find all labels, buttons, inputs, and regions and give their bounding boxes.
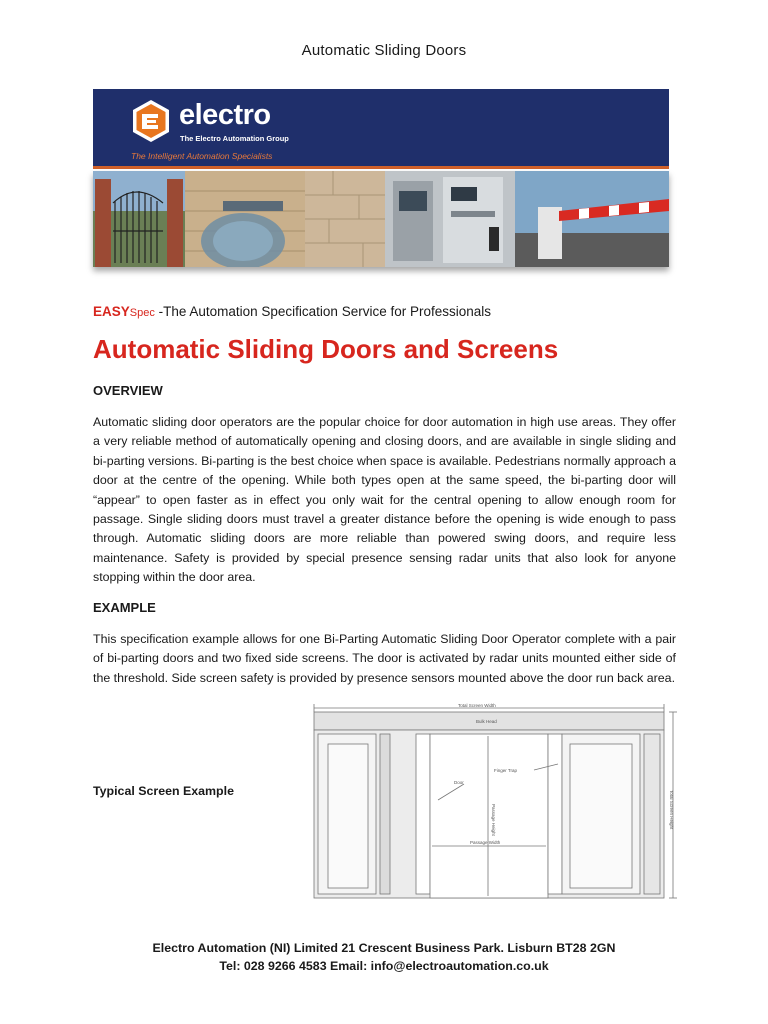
easyspec-spec: Spec <box>129 307 155 319</box>
easyspec-description: -The Automation Specification Service for Professionals <box>154 304 492 319</box>
diagram-total-height-label: Total Screen Height <box>669 790 674 830</box>
document-title: Automatic Sliding Doors and Screens <box>93 334 559 364</box>
example-paragraph: This specification example allows for one Bi-Parting Automatic Sliding Door Operator complete with a pair of bi-parting doors and two fixed side screens. The door is activated by radar units mounted either side of the threshold. Side screen safety is provided by presence sensors mounted above the door run back area. <box>93 632 676 685</box>
example-heading: EXAMPLE <box>93 600 156 615</box>
diagram-door-label: Door <box>454 780 464 785</box>
product-photos-image <box>93 171 669 267</box>
diagram-passage-height-label: Passage Height <box>491 804 496 836</box>
brand-tagline: The Intelligent Automation Specialists <box>131 151 273 161</box>
footer-address: Electro Automation (NI) Limited 21 Crescent Business Park. Lisburn BT28 2GN <box>152 941 616 955</box>
easyspec-line <box>93 304 491 319</box>
brand-name: electro <box>179 99 271 131</box>
banner-accent-line <box>93 166 669 169</box>
electro-logo-icon <box>131 99 171 143</box>
sliding-door-diagram <box>308 700 680 912</box>
diagram-caption: Typical Screen Example <box>93 784 234 798</box>
diagram-total-width-label: Total Screen Width <box>458 703 496 708</box>
product-photo-strip <box>93 171 669 267</box>
company-banner <box>93 89 669 169</box>
easyspec-easy: EASY <box>93 304 130 319</box>
diagram-bulk-head-label: Bulk Head <box>476 719 497 724</box>
diagram-passage-width-label: Passage Width <box>470 840 501 845</box>
footer <box>0 939 768 975</box>
overview-paragraph: Automatic sliding door operators are the popular choice for door automation in high use areas. They offer a very reliable method of automatically opening and closing doors, and are available in single sliding and bi-parting versions. Bi-parting is the best choice when space is available. Pedestrians normally approach a door at the centre of the opening. While both types open at the same speed, the bi-parting door will “appear” to open faster as in effect you only wait for the central opening to allow enough room for passage. Single sliding doors must travel a greater distance before the opening is wide enough to pass through. Automatic sliding doors are more reliable than powered swing doors, and require less maintenance. Safety is provided by special presence sensing radar units that also look for anyone stopping within the door area. <box>93 415 676 585</box>
footer-contact: Tel: 028 9266 4583 Email: info@electroautomation.co.uk <box>219 959 549 973</box>
brand-subtitle: The Electro Automation Group <box>180 134 289 143</box>
page-header: Automatic Sliding Doors <box>301 42 467 59</box>
diagram-finger-trap-label: Finger Trap <box>494 768 518 773</box>
overview-heading: OVERVIEW <box>93 383 163 398</box>
